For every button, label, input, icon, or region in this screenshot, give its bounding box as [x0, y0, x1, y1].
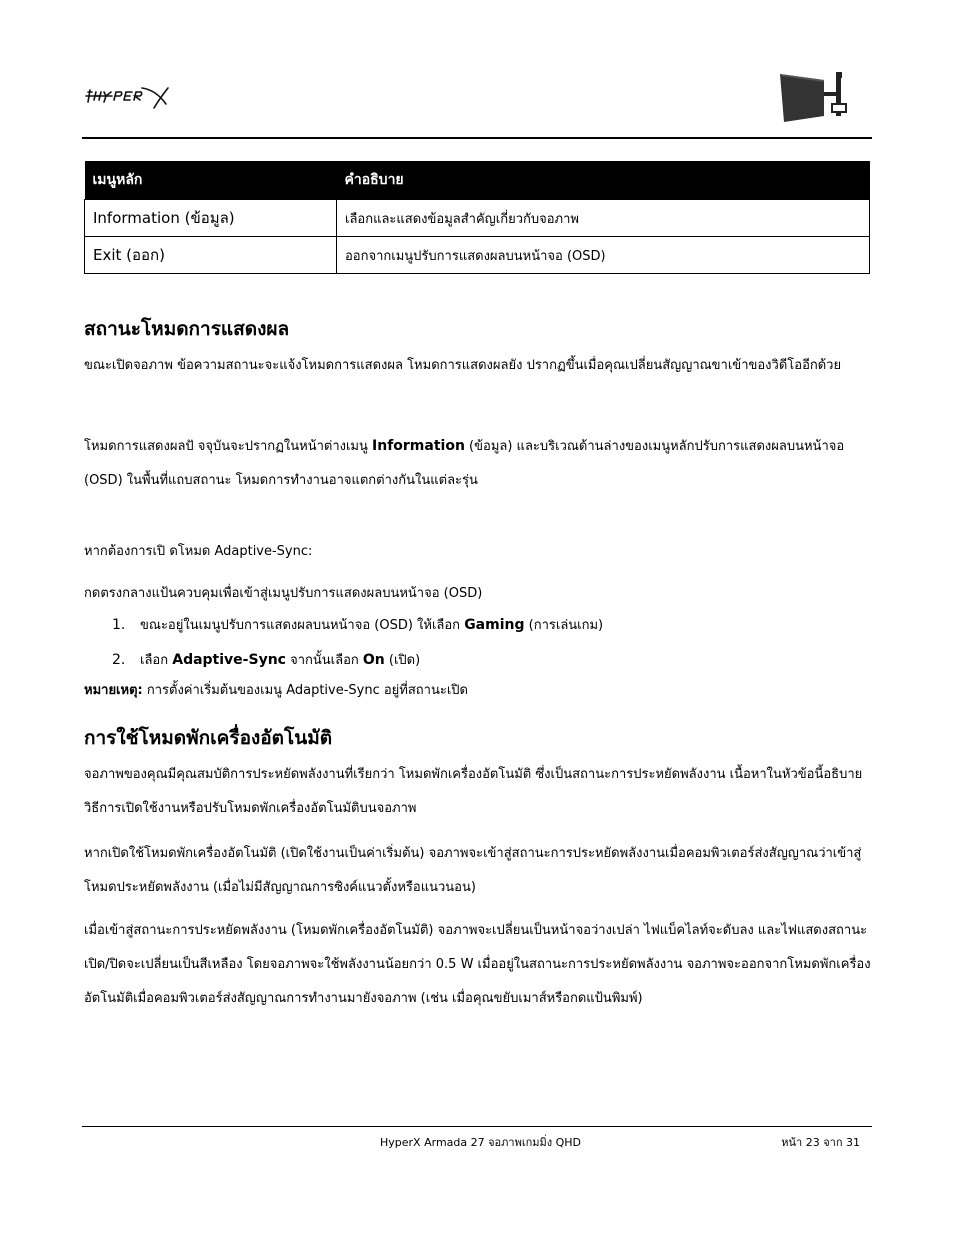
text-run: จากนั้นเลือก — [285, 653, 363, 668]
paragraph: กดตรงกลางแป้นควบคุมเพื่อเข้าสู่เมนูปรับการแสดงผลบนหน้าจอ (OSD) — [84, 586, 483, 601]
menu-cell: Exit (ออก) — [85, 237, 337, 274]
list-item — [112, 614, 603, 635]
header-rule — [82, 137, 872, 139]
bold-text: Gaming — [464, 617, 525, 633]
bold-text: Adaptive-Sync — [172, 652, 286, 668]
menu-table — [84, 161, 870, 274]
note — [84, 681, 874, 701]
table-row — [85, 237, 870, 274]
text-run: ขณะอยู่ในเมนูปรับการแสดงผลบนหน้าจอ (OSD) ให้เลือก — [140, 618, 465, 633]
footer-title: HyperX Armada 27 จอภาพเกมมิ่ง QHD — [380, 1136, 582, 1149]
paragraph: หากเปิดใช้โหมดพักเครื่องอัตโนมัติ (เปิดใช้งานเป็นค่าเริ่มต้น) จอภาพจะเข้าสู่สถานะการประหยัดพลังงานเมื่อคอมพิวเตอร์ส่งสัญญาณว่าเข้าสู่โหมดประหยัดพลังงาน (เมื่อไม่มีสัญญาณการซิงค์แนวตั้งหรือแนวนอน) — [84, 846, 862, 895]
menu-cell: Information (ข้อมูล) — [85, 200, 337, 237]
paragraph: เมื่อเข้าสู่สถานะการประหยัดพลังงาน (โหมดพักเครื่องอัตโนมัติ) จอภาพจะเปลี่ยนเป็นหน้าจอว่างเปล่า ไฟแบ็คไลท์จะดับลง และไฟแสดงสถานะเปิด/ปิดจะเปลี่ยนเป็นสีเหลือง โดยจอภาพจะใช้พลังงานน้อยกว่า 0.5 W เมื่ออยู่ในสถานะการประหยัดพลังงาน จอภาพจะออกจากโหมดพักเครื่องอัตโนมัติเมื่อคอมพิวเตอร์ส่งสัญญาณการทำงานมายังจอภาพ (เช่น เมื่อคุณขยับเมาส์หรือกดแป้นพิมพ์) — [84, 923, 871, 1006]
section-heading: สถานะโหมดการแสดงผล — [84, 318, 290, 340]
column-header: คำอธิบาย — [337, 161, 870, 200]
note-label: หมายเหตุ: — [84, 683, 143, 698]
monitor-arm-icon — [778, 70, 854, 126]
text-run: โหมดการแสดงผลปั จจุบันจะปรากฏในหน้าต่างเมนู — [84, 439, 373, 454]
section-heading: การใช้โหมดพักเครื่องอัตโนมัติ — [84, 727, 333, 749]
paragraph: จอภาพของคุณมีคุณสมบัติการประหยัดพลังงานที่เรียกว่า โหมดพักเครื่องอัตโนมัติ ซึ่งเป็นสถานะการประหยัดพลังงาน เนื้อหาในหัวข้อนี้อธิบายวิธีการเปิดใช้งานหรือปรับโหมดพักเครื่องอัตโนมัติบนจอภาพ — [84, 767, 863, 816]
page-number: หน้า 23 จาก 31 — [781, 1136, 860, 1149]
list-number: 1. — [112, 617, 126, 633]
column-header: เมนูหลัก — [85, 161, 337, 200]
description-cell: ออกจากเมนูปรับการแสดงผลบนหน้าจอ (OSD) — [337, 237, 870, 274]
footer-rule — [82, 1126, 872, 1127]
list-number: 2. — [112, 652, 126, 668]
text-run: เลือก — [140, 653, 173, 668]
text-run: การตั้งค่าเริ่มต้นของเมนู Adaptive-Sync อยู่ที่สถานะเปิด — [142, 683, 468, 698]
hyperx-logo — [84, 82, 184, 112]
list-item — [112, 649, 420, 670]
bold-text: Information — [372, 438, 465, 454]
bold-text: On — [362, 652, 385, 668]
text-run: (เปิด) — [384, 653, 421, 668]
description-cell: เลือกและแสดงข้อมูลสำคัญเกี่ยวกับจอภาพ — [337, 200, 870, 237]
text-run: (ข้อมูล) และบริเวณด้านล่างของเมนูหลักปรับการแสดงผลบนหน้าจอ (OSD) ในพื้นที่แถบสถานะ โหมดการทำงานอาจแตกต่างกันในแต่ละรุ่น — [84, 439, 845, 488]
table-row — [85, 200, 870, 237]
paragraph: ขณะเปิดจอภาพ ข้อความสถานะจะแจ้งโหมดการแสดงผล โหมดการแสดงผลยัง ปรากฏขึ้นเมื่อคุณเปลี่ยนสัญญาณขาเข้าของวิดีโออีกด้วย — [84, 358, 842, 373]
paragraph: หากต้องการเปิ ดโหมด Adaptive-Sync: — [84, 544, 313, 559]
table-header-row — [85, 161, 870, 200]
text-run: (การเล่นเกม) — [524, 618, 604, 633]
paragraph — [84, 429, 874, 498]
